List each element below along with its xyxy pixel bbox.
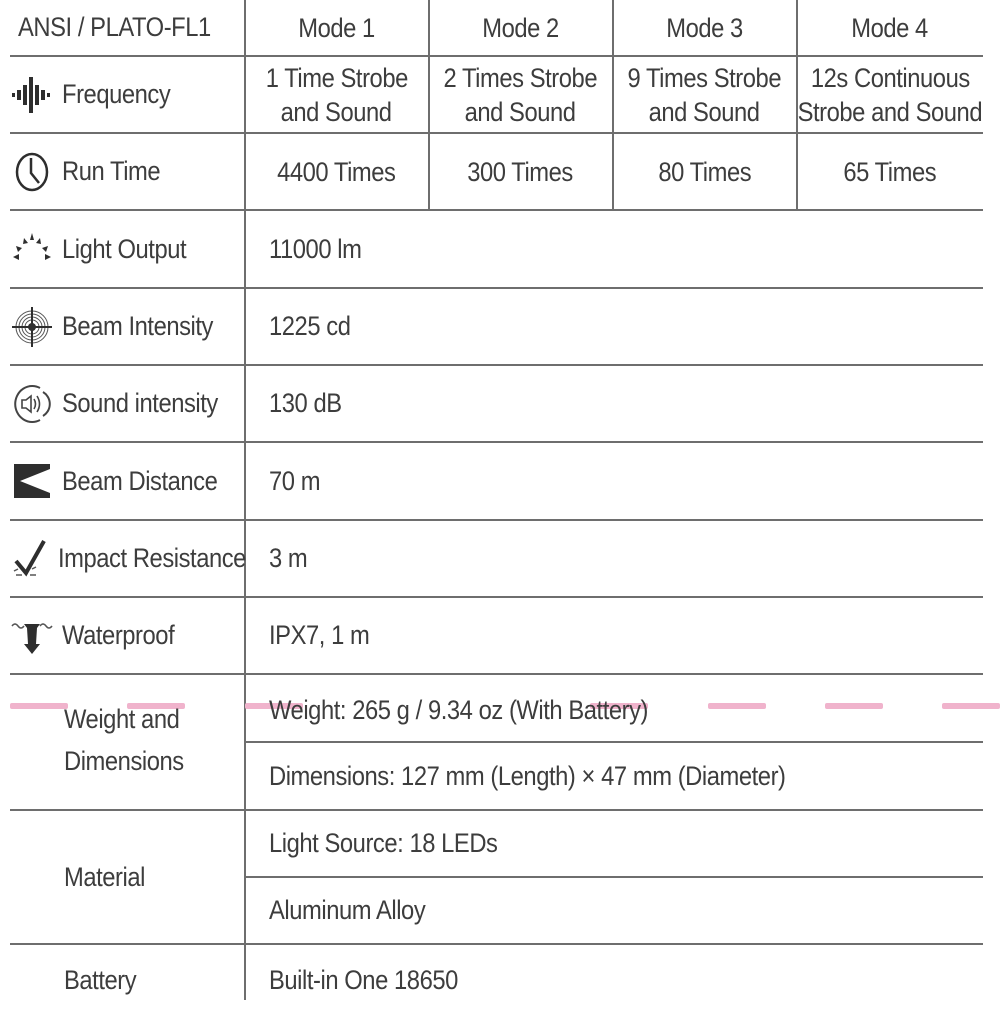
label-run-time: Run Time <box>0 134 244 209</box>
impact-icon <box>10 539 54 579</box>
frequency-mode-4: 12s Continuous Strobe and Sound <box>797 62 983 127</box>
light-rays-icon <box>10 229 54 269</box>
header-mode-4: Mode 4 <box>851 12 929 43</box>
value-dimensions: Dimensions: 127 mm (Length) × 47 mm (Diameter) <box>269 760 786 791</box>
value-beam-distance: 70 m <box>269 465 321 496</box>
value-weight: Weight: 265 g / 9.34 oz (With Battery) <box>269 695 649 725</box>
clock-icon <box>10 152 54 192</box>
run-time-mode-1: 4400 Times <box>277 156 396 187</box>
frequency-mode-3: 9 Times Strobe and Sound <box>627 62 782 127</box>
label-sound-intensity: Sound intensity <box>0 366 244 441</box>
label-material: Material <box>64 861 145 892</box>
value-battery: Built-in One 18650 <box>269 964 458 995</box>
target-icon <box>10 307 54 347</box>
label-light-output: Light Output <box>0 211 244 287</box>
value-material: Aluminum Alloy <box>269 895 426 925</box>
speaker-icon <box>10 384 54 424</box>
value-beam-intensity: 1225 cd <box>269 311 351 341</box>
value-waterproof: IPX7, 1 m <box>269 620 370 650</box>
run-time-mode-2: 300 Times <box>467 156 574 187</box>
frequency-mode-2: 2 Times Strobe and Sound <box>443 62 598 127</box>
waterproof-icon <box>10 616 54 656</box>
value-light-output: 11000 lm <box>269 233 362 264</box>
label-waterproof: Waterproof <box>0 598 244 673</box>
header-mode-1: Mode 1 <box>298 12 375 43</box>
run-time-mode-4: 65 Times <box>843 156 937 187</box>
label-impact-resistance: Impact Resistance <box>0 521 244 596</box>
beam-distance-icon <box>10 461 54 501</box>
dashed-guide <box>10 703 68 709</box>
value-impact-resistance: 3 m <box>269 543 308 573</box>
label-beam-intensity: Beam Intensity <box>0 289 244 364</box>
label-beam-distance: Beam Distance <box>0 443 244 519</box>
header-model: ANSI / PLATO-FL1 <box>18 12 211 42</box>
label-frequency: Frequency <box>0 57 244 132</box>
run-time-mode-3: 80 Times <box>658 156 751 187</box>
header-mode-2: Mode 2 <box>482 12 559 43</box>
row-divider <box>10 673 983 675</box>
label-weight-dimensions: Weight and Dimensions <box>64 704 184 776</box>
label-battery: Battery <box>64 964 137 995</box>
frequency-mode-1: 1 Time Strobe and Sound <box>265 62 408 127</box>
value-light-source: Light Source: 18 LEDs <box>269 828 498 858</box>
value-sound-intensity: 130 dB <box>269 388 342 418</box>
header-mode-3: Mode 3 <box>666 12 743 43</box>
sound-wave-icon <box>10 75 54 115</box>
